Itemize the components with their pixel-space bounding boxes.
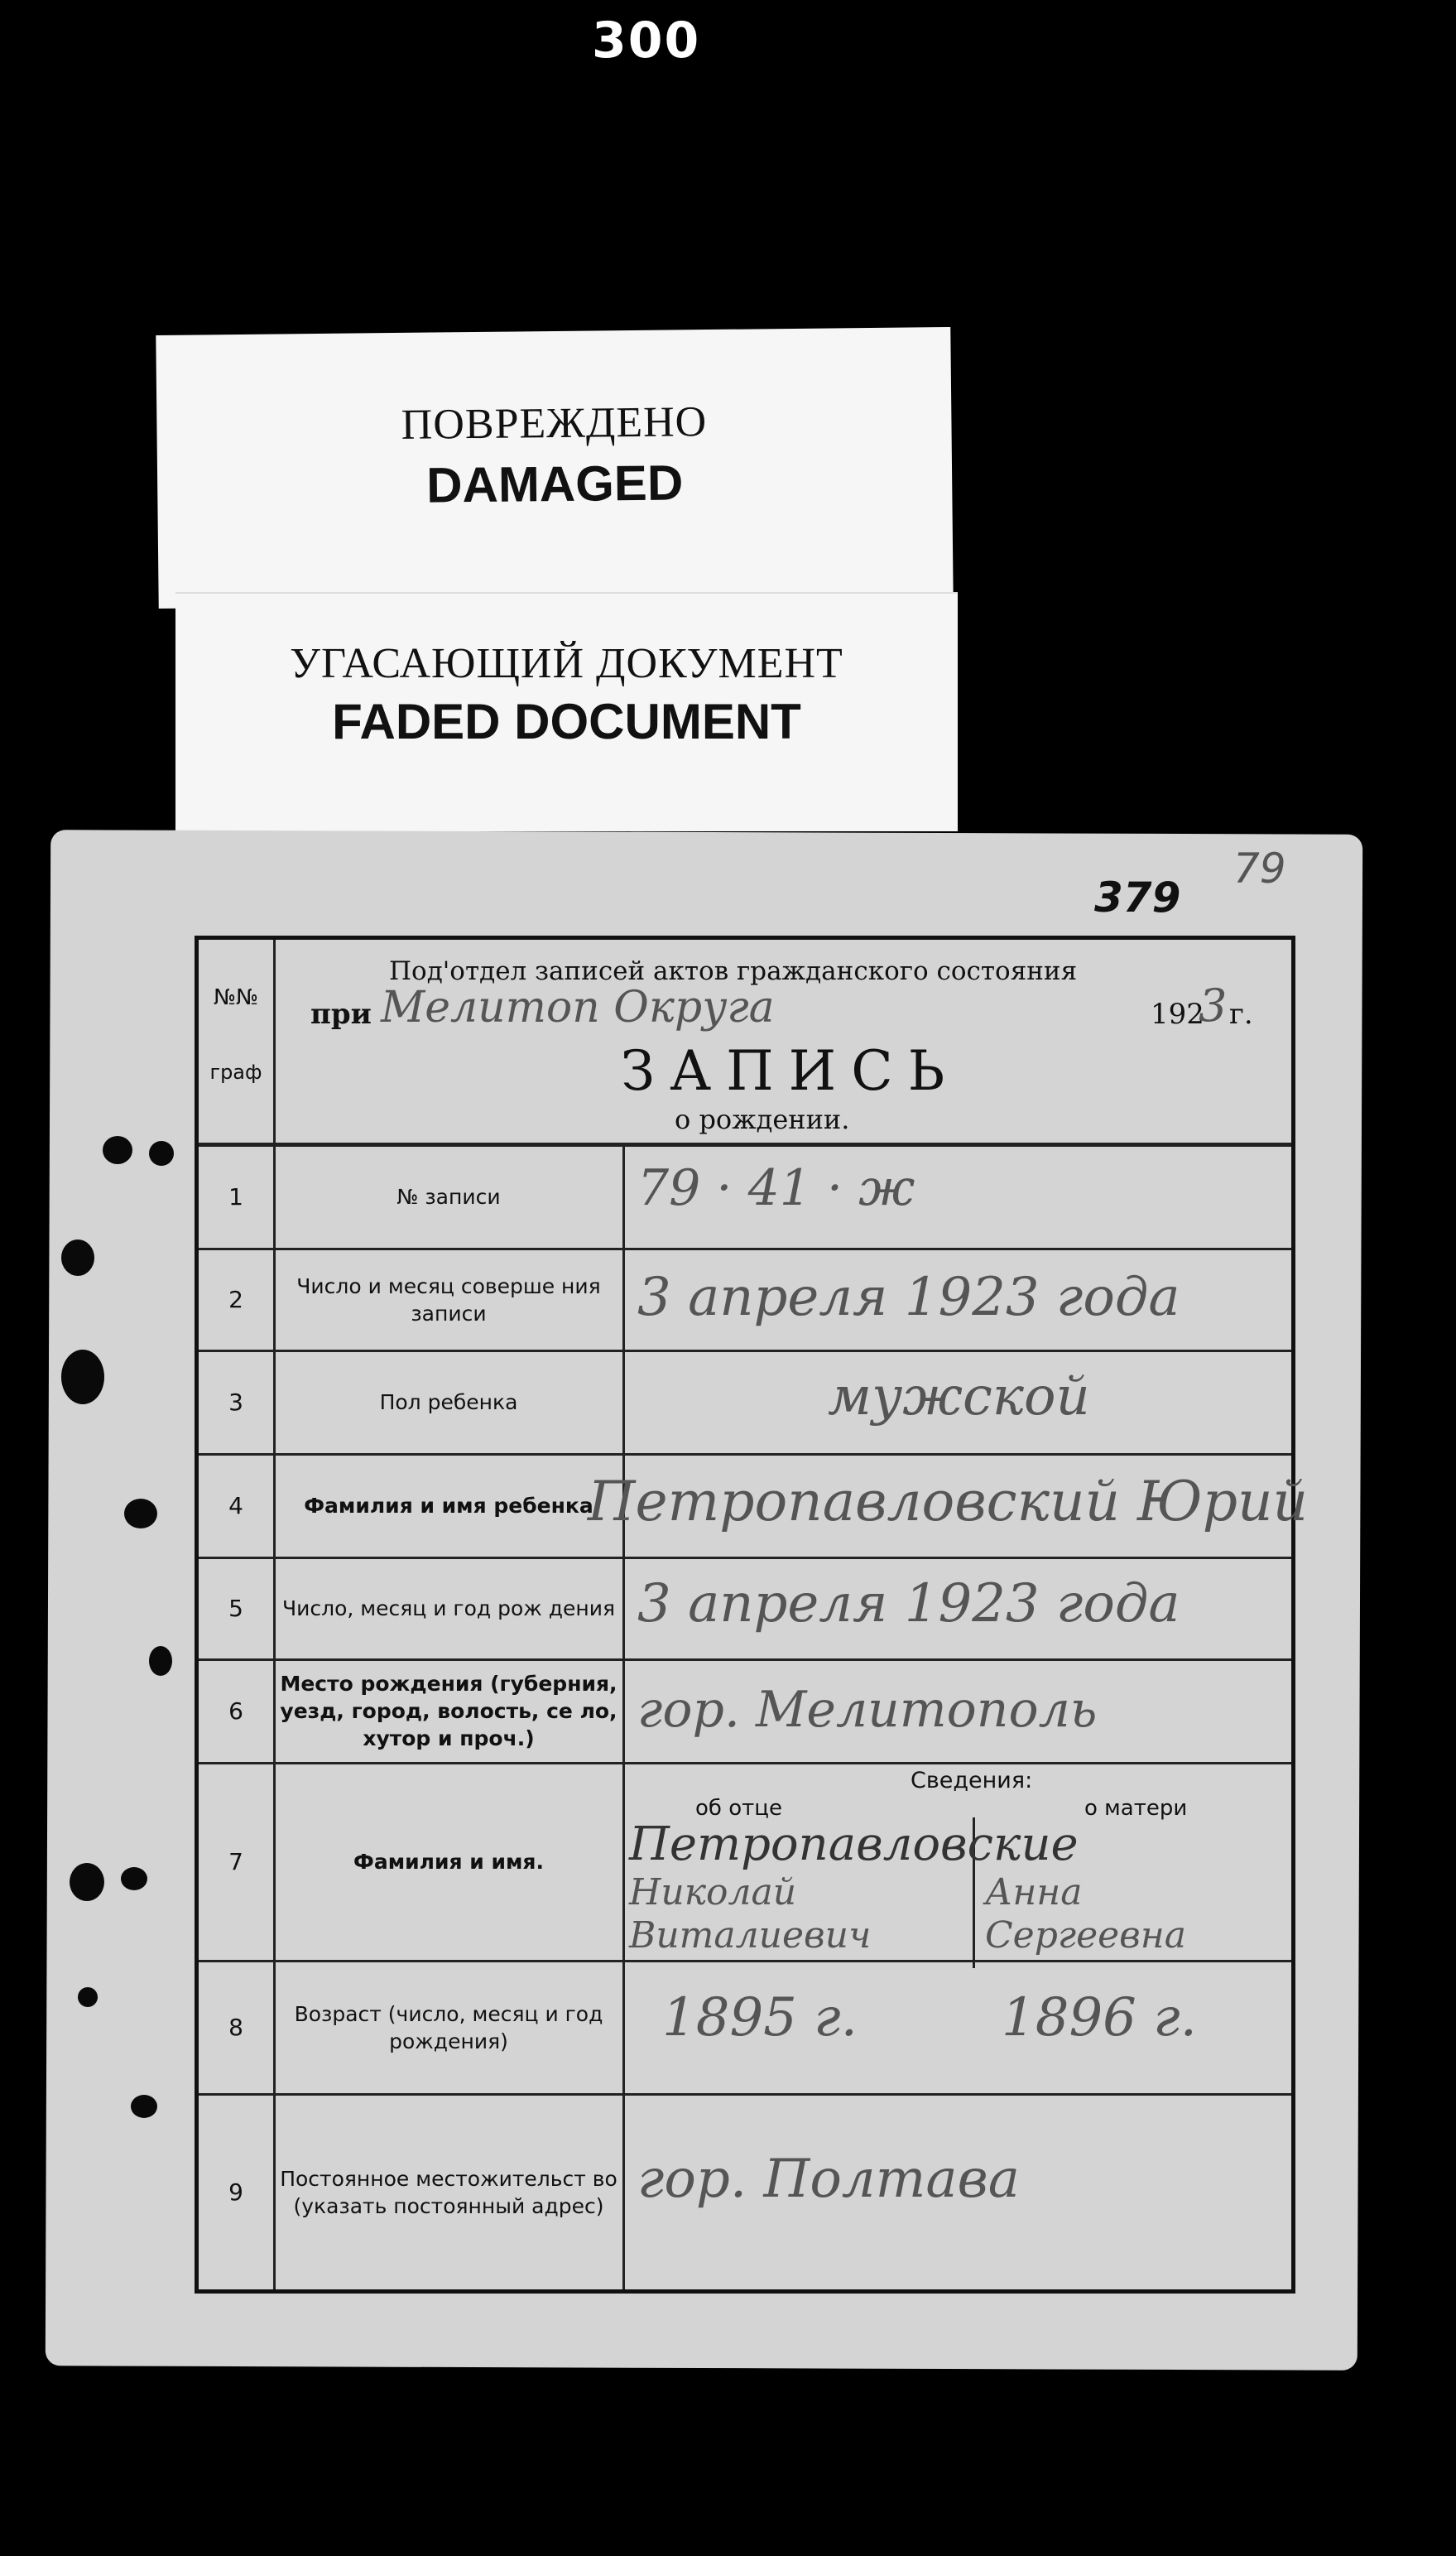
damaged-label-ru: ПОВРЕЖДЕНО xyxy=(401,398,708,449)
punch-hole xyxy=(124,1499,157,1528)
record-number-value: 79 · 41 · ж xyxy=(637,1159,915,1217)
row-number: 2 xyxy=(228,1286,243,1313)
row-label: № записи xyxy=(396,1184,501,1209)
birth-place-value: гор. Мелитополь xyxy=(637,1681,1098,1739)
row-label: Постоянное местожительст во (указать постоянный адрес) xyxy=(280,2166,617,2218)
row-label: Фамилия и имя. xyxy=(353,1850,544,1874)
child-sex-value: мужской xyxy=(828,1366,1090,1427)
record-date-value: 3 апреля 1923 года xyxy=(637,1267,1180,1328)
subdept-title: Под'отдел записей актов гражданского состояния xyxy=(389,956,1078,986)
mother-header: о матери xyxy=(1084,1796,1188,1821)
column-divider xyxy=(622,1145,625,2289)
row-number: 6 xyxy=(228,1697,243,1725)
row-number: 4 xyxy=(228,1492,243,1519)
row-label: Место рождения (губерния, уезд, город, волость, се ло, хутор и проч.) xyxy=(280,1672,617,1750)
record-subtitle: о рождении. xyxy=(675,1104,850,1135)
father-header: об отце xyxy=(695,1796,782,1821)
sheet-number-handwritten: 79 xyxy=(1233,845,1286,893)
record-title: ЗАПИСЬ xyxy=(621,1039,960,1103)
row-number: 8 xyxy=(228,2014,243,2041)
faded-label-card xyxy=(175,592,958,831)
year-suffix: г. xyxy=(1229,998,1253,1031)
birth-date-value: 3 апреля 1923 года xyxy=(637,1573,1180,1634)
year-handwritten: 3 xyxy=(1199,980,1228,1032)
svedeniya-header: Сведения: xyxy=(911,1768,1033,1793)
row-label: Число, месяц и год рож дения xyxy=(281,1596,616,1620)
place-handwritten: Мелитоп Округа xyxy=(381,983,775,1033)
row-label: Пол ребенка xyxy=(379,1390,518,1414)
punch-hole xyxy=(149,1646,172,1676)
damaged-label-card xyxy=(156,327,953,609)
row-number: 7 xyxy=(228,1848,243,1875)
mother-age-value: 1896 г. xyxy=(1002,1987,1197,2048)
pri-label: при xyxy=(310,998,372,1031)
faded-label-en: FADED DOCUMENT xyxy=(332,694,801,749)
father-age-value: 1895 г. xyxy=(662,1987,858,2048)
row-number: 1 xyxy=(228,1182,243,1211)
col-label-top: №№ xyxy=(213,985,259,1010)
row-label: Фамилия и имя ребенка xyxy=(304,1494,593,1518)
punch-hole xyxy=(61,1350,104,1404)
frame-number-text: 300 xyxy=(592,12,701,70)
punch-hole xyxy=(78,1987,98,2007)
year-prefix: 192 xyxy=(1151,998,1204,1031)
birth-record-form xyxy=(195,936,1309,2294)
parents-surname-value: Петропавловские xyxy=(629,1817,1079,1871)
punch-hole xyxy=(70,1863,104,1901)
sheet-number: 379 xyxy=(1094,874,1181,922)
row-number: 3 xyxy=(228,1389,243,1416)
col-label-bottom: граф xyxy=(209,1061,262,1084)
punch-hole xyxy=(149,1141,174,1166)
row-label: Возраст (число, месяц и год рождения) xyxy=(294,2001,603,2053)
frame-number xyxy=(592,12,824,70)
punch-hole xyxy=(131,2095,157,2118)
punch-hole xyxy=(121,1867,147,1890)
row-label: Число и месяц соверше ния записи xyxy=(296,1273,601,1326)
damaged-label-en: DAMAGED xyxy=(425,455,684,513)
row-number: 5 xyxy=(228,1595,243,1622)
mother-name-value: Анна Сергеевна xyxy=(985,1871,1187,1957)
residence-value: гор. Полтава xyxy=(637,2149,1020,2210)
father-name-value: Николай Виталиевич xyxy=(629,1871,872,1957)
punch-hole xyxy=(103,1136,132,1164)
row-number: 9 xyxy=(228,2178,243,2206)
punch-hole xyxy=(61,1239,94,1276)
child-name-value: Петропавловский Юрий xyxy=(588,1470,1309,1533)
faded-label-ru: УГАСАЮЩИЙ ДОКУМЕНТ xyxy=(290,640,843,687)
